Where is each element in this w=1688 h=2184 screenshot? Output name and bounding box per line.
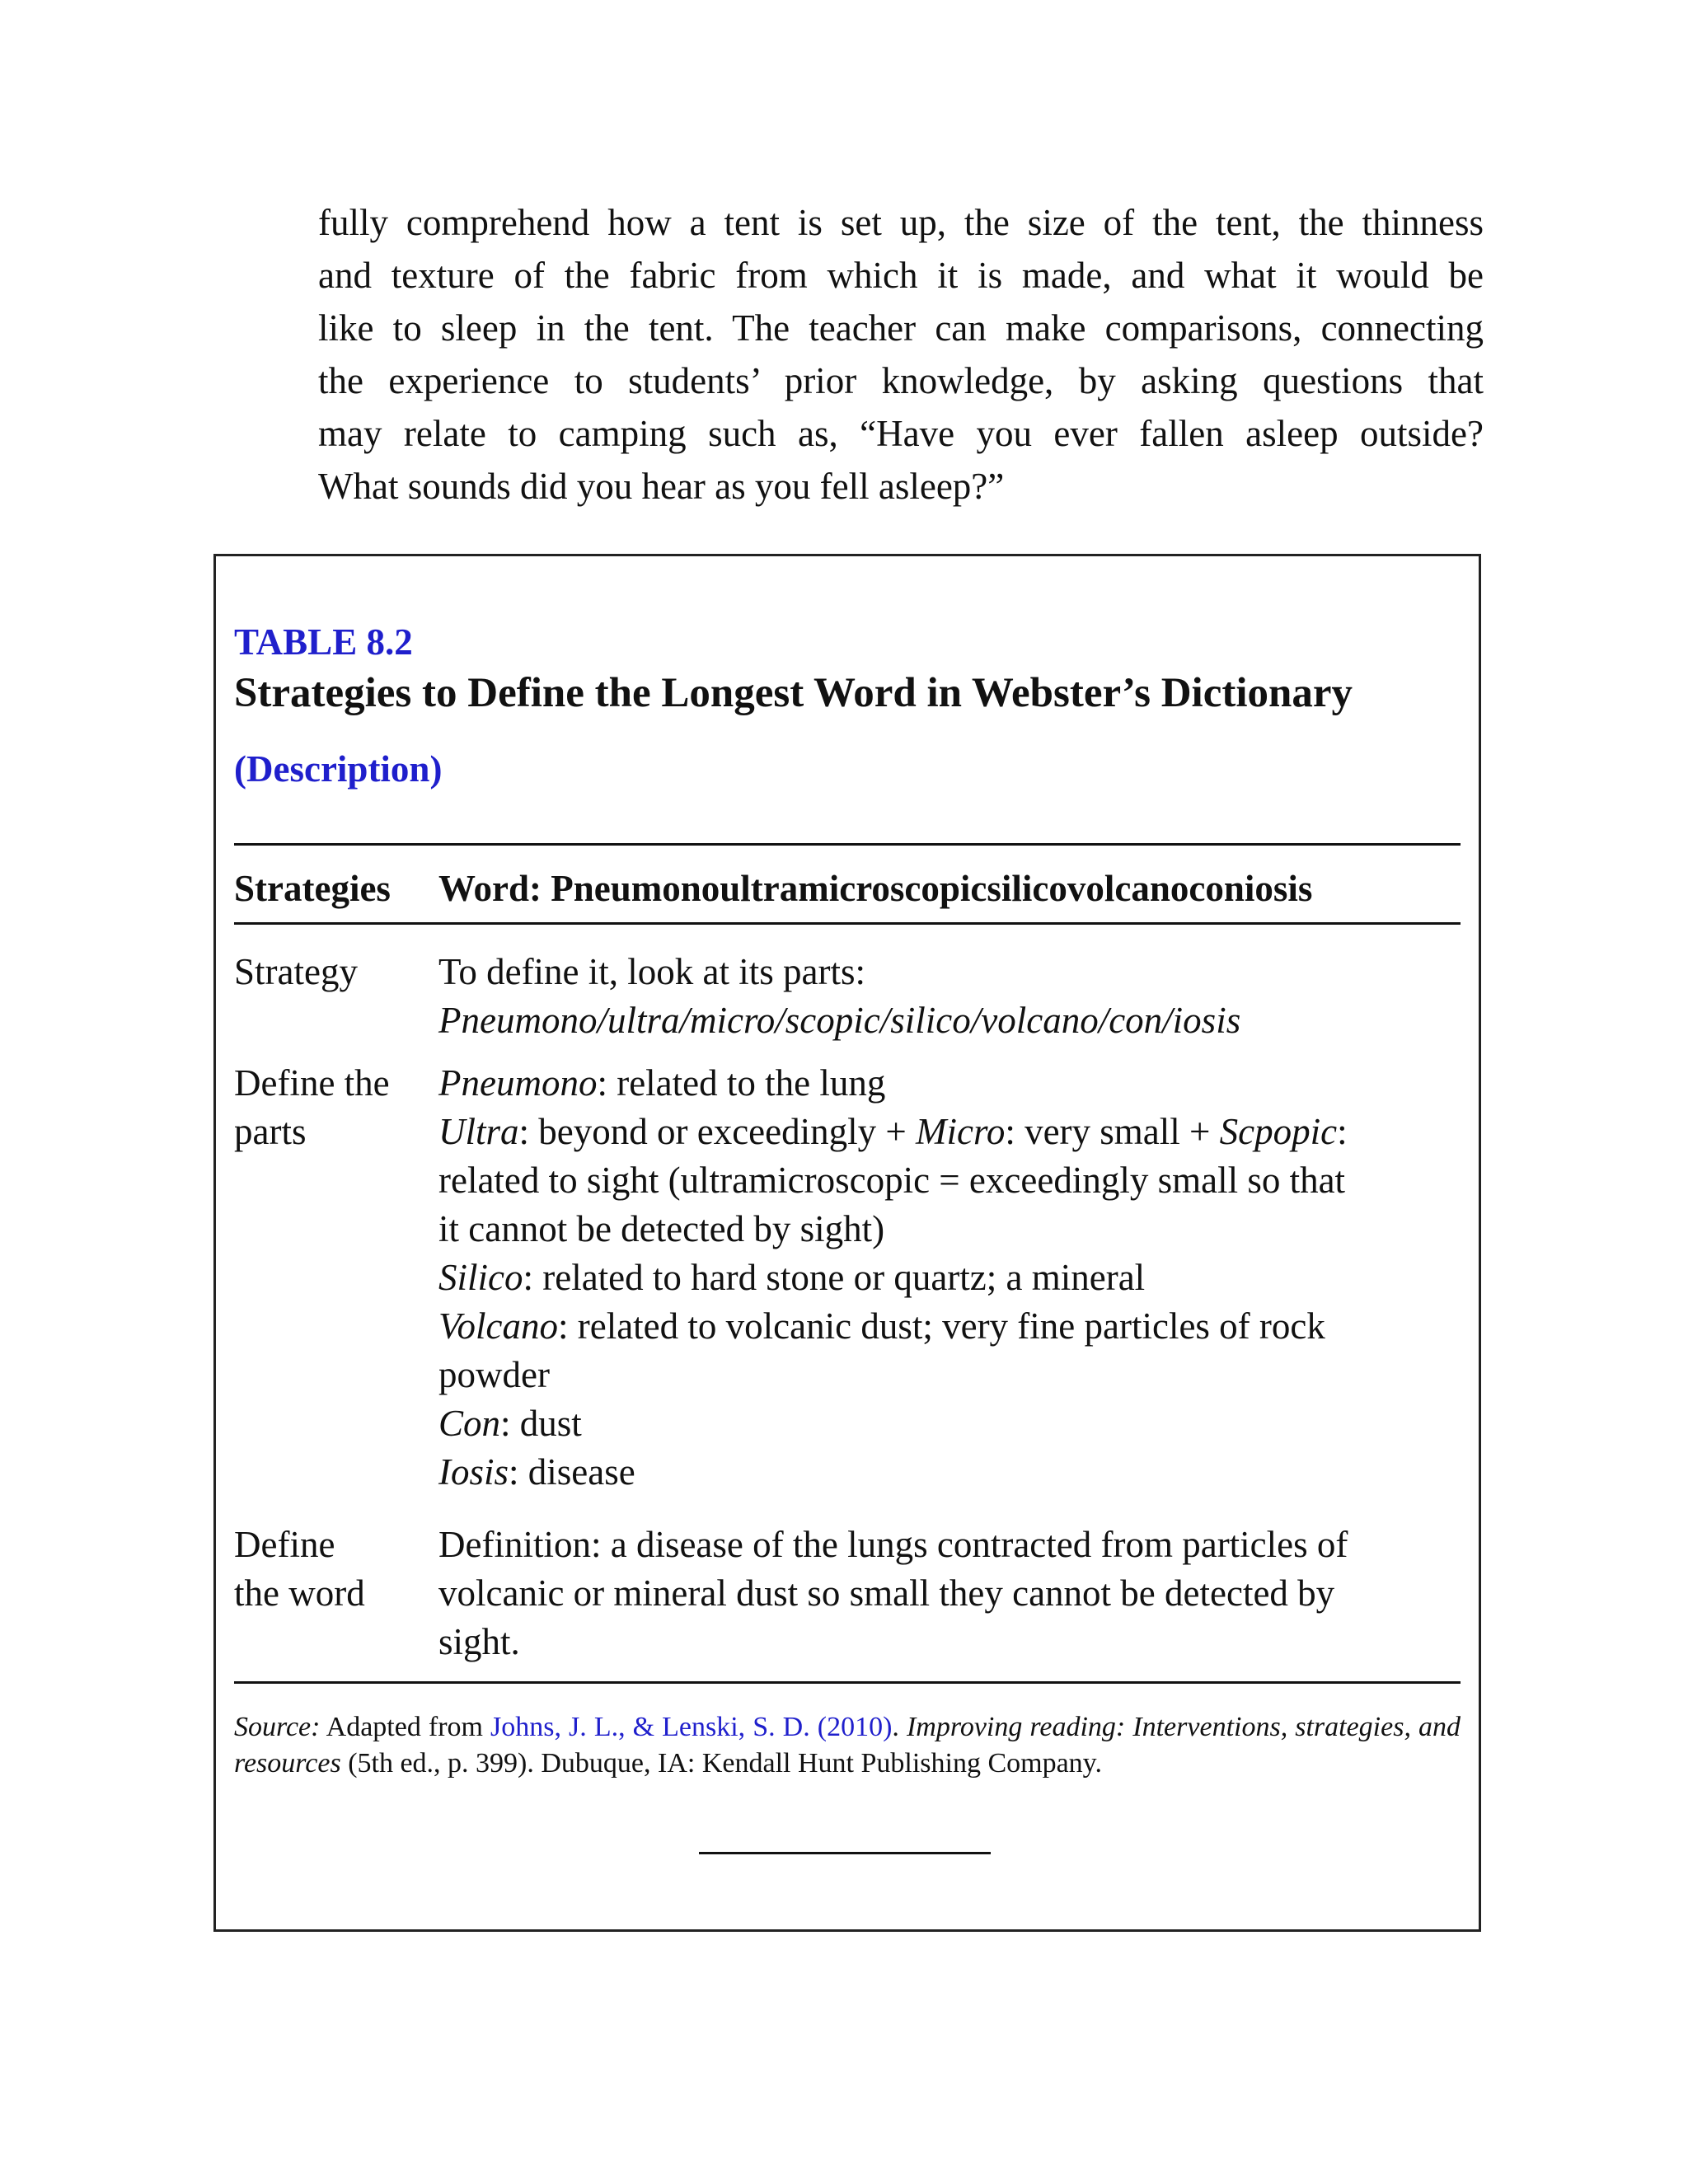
table-row-define-word-content (438, 1521, 1461, 1666)
table-bottom-rule (234, 1681, 1461, 1684)
source-label: Source: (234, 1712, 321, 1742)
strategy-label: Define the (234, 1062, 390, 1104)
part-text: : related to the lung (597, 1062, 886, 1104)
part-term: Iosis (438, 1451, 509, 1493)
definition-text: Definition: a disease of the lungs contracted from particles of (438, 1524, 1348, 1565)
part-definition (438, 1399, 1461, 1448)
part-text: : beyond or exceedingly + (518, 1111, 917, 1152)
definition-text: sight. (438, 1621, 520, 1662)
part-text: : dust (500, 1403, 582, 1444)
header-strategies: Strategies (234, 868, 391, 909)
part-text: it cannot be detected by sight) (438, 1208, 885, 1249)
intro-line: What sounds did you hear as you fell asleep?” (318, 466, 1005, 507)
table-row-define-parts-content (438, 1059, 1461, 1497)
table-header-rule (234, 922, 1461, 925)
definition-text: volcanic or mineral dust so small they cannot be detected by (438, 1572, 1335, 1614)
part-definition (438, 1108, 1461, 1156)
part-text: : (1337, 1111, 1348, 1152)
part-term: Ultra (438, 1111, 519, 1152)
part-definition (438, 1302, 1461, 1351)
intro-line: and texture of the fabric from which it is made, and what it would be (318, 255, 1484, 296)
strategy-label: Define (234, 1524, 335, 1565)
end-divider (699, 1852, 991, 1854)
part-text: : very small + (1005, 1111, 1220, 1152)
part-term: Pneumono (438, 1062, 598, 1104)
part-definition (438, 1448, 1461, 1497)
part-definition (438, 1059, 1461, 1108)
table-row-define-parts-label (234, 1059, 424, 1156)
part-term: Scpopic (1219, 1111, 1338, 1152)
table-top-rule (234, 843, 1461, 846)
part-text: : related to volcanic dust; very fine particles of rock (557, 1305, 1325, 1347)
description-link[interactable]: (Description) (234, 748, 443, 790)
book-title: Improving reading: Interventions, strategies, and resources (234, 1712, 1461, 1779)
strategy-label: Strategy (234, 951, 358, 992)
source-text: Adapted from (320, 1712, 491, 1742)
source-note (234, 1709, 1461, 1782)
part-term: Con (438, 1403, 501, 1444)
part-text: powder (438, 1354, 550, 1395)
table-row-strategy-content (438, 948, 1461, 1045)
intro-line: the experience to students’ prior knowledge, by asking questions that (318, 360, 1484, 401)
intro-line: like to sleep in the tent. The teacher can make comparisons, connecting (318, 307, 1484, 349)
intro-line: may relate to camping such as, “Have you ever fallen asleep outside? (318, 413, 1484, 454)
source-text: . (892, 1712, 907, 1742)
table-row-define-word-label (234, 1521, 424, 1618)
intro-paragraph (318, 196, 1484, 513)
row-text: To define it, look at its parts: (438, 951, 866, 992)
source-text: (5th ed., p. 399). Dubuque, IA: Kendall Hunt Publishing Company. (340, 1748, 1102, 1779)
table-label: TABLE 8.2 (234, 621, 413, 663)
part-term: Silico (438, 1257, 523, 1298)
word-parts: Pneumono/ultra/micro/scopic/silico/volcano/con/iosis (438, 1000, 1241, 1041)
part-term: Volcano (438, 1305, 558, 1347)
citation-link[interactable]: Johns, J. L., & Lenski, S. D. (2010) (490, 1712, 893, 1742)
header-word: Word: Pneumonoultramicroscopicsilicovolcanoconiosis (438, 868, 1313, 909)
intro-line: fully comprehend how a tent is set up, the size of the tent, the thinness (318, 202, 1484, 243)
part-definition (438, 1254, 1461, 1302)
table-title: Strategies to Define the Longest Word in Webster’s Dictionary (234, 670, 1353, 716)
part-text: : disease (509, 1451, 635, 1493)
strategy-label: parts (234, 1111, 307, 1152)
part-term: Micro (916, 1111, 1006, 1152)
part-text: : related to hard stone or quartz; a mineral (523, 1257, 1146, 1298)
part-text: related to sight (ultramicroscopic = exceedingly small so that (438, 1160, 1346, 1201)
table-row-strategy-label (234, 948, 424, 996)
strategy-label: the word (234, 1572, 365, 1614)
